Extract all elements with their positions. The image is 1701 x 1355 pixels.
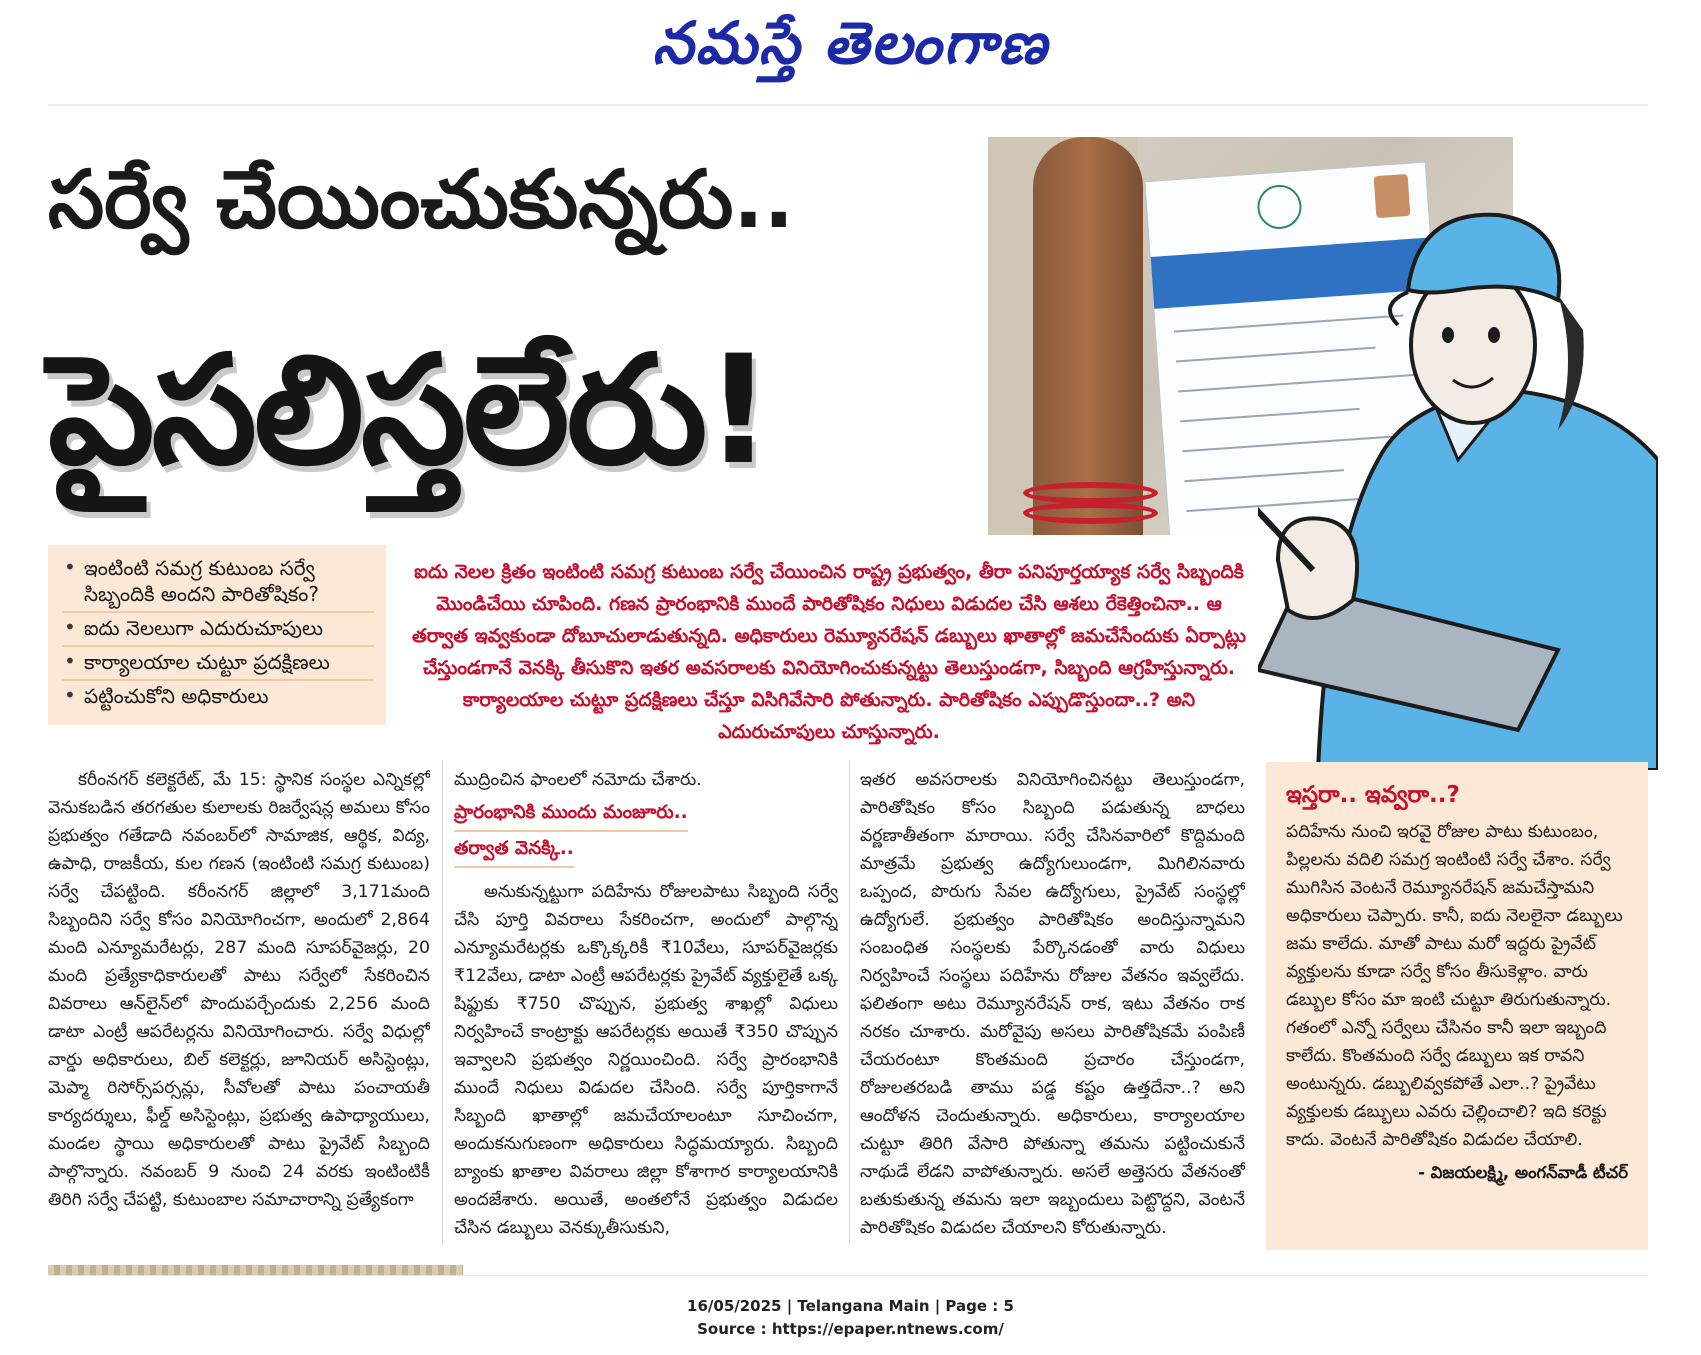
sidebar-signature: - విజయలక్ష్మి, అంగన్‌వాడీ టీచర్	[1418, 1163, 1628, 1182]
highlight-item: • ఐదు నెలలుగా ఎదురుచూపులు	[62, 613, 374, 647]
article-paragraph: కరీంనగర్ కలెక్టరేట్, మే 15: స్థానిక సంస్థల ఎన్నికల్లో వెనుకబడిన తరగతుల కులాలకు రిజర్వేషన్ల అమలు కోసం ప్రభుత్వం గతేడాది నవంబర్‌లో సామాజిక, ఆర్థిక, విద్య, ఉపాధి, రాజకీయ, కుల గణన (ఇంటింటి సమగ్ర కుటుంబ) సర్వే చేపట్టింది. కరీంనగర్ జిల్లాలో 3,171మంది సిబ్బందిని సర్వే కోసం వినియోగించగా, అందులో 2,864 మంది ఎన్యూమరేటర్లు, 287 మంది సూపర్‌వైజర్లు, 20 మంది ప్రత్యేకాధికారులతో పాటు సర్వేలో సేకరించిన వివరాలు ఆన్‌లైన్‌లో పొందుపర్చేందుకు 2,256 మంది డాటా ఎంట్రీ ఆపరేటర్లను వినియోగించారు. సర్వే విధుల్లో వార్డు అధికారులు, బిల్ కలెక్టర్లు, జూనియర్ అసిస్టెంట్లు, మెప్మా రిసోర్స్‌పర్సన్లు, సీవోలతో పాటు పంచాయతీ కార్యదర్శులు, ఫీల్డ్ అసిస్టెంట్లు, ప్రభుత్వ ఉపాధ్యాయులు, మండల స్థాయి అధికారులతో పాటు ప్రైవేట్ సిబ్బంది పాల్గొన్నారు. నవంబర్ 9 నుంచి 24 వరకు ఇంటింటికీ తిరిగి సర్వే చేపట్టి, కుటుంబాల సమాచారాన్ని ప్రత్యేకంగా	[48, 770, 430, 1210]
hand-holding-form	[1033, 137, 1143, 535]
article-paragraph: అనుకున్నట్టుగా పదిహేను రోజులపాటు సిబ్బంది సర్వే చేసి పూర్తి వివరాలు సేకరించగా, అందులో పాల్గొన్న ఎన్యూమరేటర్లకు ఒక్కొక్కరికీ ₹10వేలు, సూపర్‌వైజర్లకు ₹12వేలు, డాటా ఎంట్రీ ఆపరేటర్లకు ప్రైవేట్ వ్యక్తులైతే ఒక్క షిఫ్టుకు ₹750 చొప్పున, ప్రభుత్వ శాఖల్లో విధులు నిర్వహించే కాంట్రాక్టు ఆపరేటర్లకు అయితే ₹350 చొప్పున ఇవ్వాలని ప్రభుత్వం నిర్ణయించింది. సర్వే ప్రారంభానికి ముందే నిధులు విడుదల చేసింది. సర్వే పూర్తికాగానే సిబ్బంది ఖాతాల్లో జమచేయాలంటూ సూచించగా, అందుకనుగుణంగా అధికారులు సిద్ధమయ్యారు. సిబ్బంది బ్యాంకు ఖాతాల వివరాలు జిల్లా కోశాగార కార్యాలయానికి అందజేశారు. అయితే, అంతలోనే ప్రభుత్వం విడుదల చేసిన డబ్బులు వెనక్కుతీసుకుని,	[454, 882, 838, 1238]
article-column-2	[454, 766, 838, 1241]
surveyor-cartoon-illustration	[1258, 130, 1658, 770]
footer-date-page: 16/05/2025 | Telangana Main | Page : 5	[687, 1297, 1014, 1315]
subheading: తర్వాత వెనక్కి..	[454, 832, 574, 868]
intro-paragraph: ఐదు నెలల క్రితం ఇంటింటి సమగ్ర కుటుంబ సర్వే చేయించిన రాష్ట్ర ప్రభుత్వం, తీరా పనిపూర్తయ్యాక సర్వే సిబ్బందికి మొండిచేయి చూపింది. గణన ప్రారంభానికి ముందే పారితోషికం నిధులు విడుదల చేసి ఆశలు రేకెత్తించినా.. ఆ తర్వాత ఇవ్వకుండా దోబూచులాడుతున్నది. అధికారులు రెమ్యూనరేషన్ డబ్బులు ఖాతాల్లో జమచేసేందుకు ఏర్పాట్లు చేస్తుండగానే వెనక్కి తీసుకొని ఇతర అవసరాలకు వినియోగించుకున్నట్టు తెలుస్తుండగా, సిబ్బంది ఆగ్రహిస్తున్నారు. కార్యాలయాల చుట్టూ ప్రదక్షిణలు చేస్తూ విసిగివేసారి పోతున్నారు. పారితోషికం ఎప్పుడొస్తుందా..? అని ఎదురుచూపులు చూస్తున్నారు.	[411, 561, 1247, 743]
footer-source: Source : https://epaper.ntnews.com/	[697, 1320, 1004, 1338]
column-divider	[849, 760, 850, 1245]
bangle	[1023, 502, 1158, 524]
highlight-item: • కార్యాలయాల చుట్టూ ప్రదక్షిణలు	[62, 647, 374, 681]
next-article-image-strip	[48, 1265, 463, 1275]
article-paragraph: ఇతర అవసరాలకు వినియోగించినట్టు తెలుస్తుండగా, పారితోషికం కోసం సిబ్బంది పడుతున్న బాధలు వర్ణణాతీతంగా మారాయి. సర్వే చేసినవారిలో కొద్దిమంది మాత్రమే ప్రభుత్వ ఉద్యోగులుండగా, మిగిలినవారు ఒప్పంద, పొరుగు సేవల ఉద్యోగులు, ప్రైవేట్ సంస్థల్లో ఉద్యోగులే. ప్రభుత్వం పారితోషికం అందిస్తున్నామని సంబంధిత సంస్థలకు పేర్కొనడంతో వారు విధులు నిర్వహించే సంస్థలు పదిహేను రోజుల వేతనం ఇవ్వలేదు. ఫలితంగా అటు రెమ్యూనరేషన్ రాక, ఇటు వేతనం రాక నరకం చూశారు. మరోవైపు అసలు పారితోషికమే పంపిణీ చేయరంటూ కొంతమంది ప్రచారం చేస్తుండగా, రోజులతరబడి తాము పడ్డ కష్టం ఉత్తదేనా..? అని ఆందోళన చెందుతున్నారు. అధికారులు, కార్యాలయాల చుట్టూ తిరిగి వేసారి పోతున్నా తమను పట్టించుకునే నాథుడే లేడని వాపోతున్నారు. అసలే అత్తెసరు వేతనంతో బతుకుతున్న తమను ఇలా ఇబ్బందులు పెట్టొద్దని, వెంటనే పారితోషికం విడుదల చేయాలని కోరుతున్నారు.	[860, 770, 1245, 1238]
headline-line-1: సర్వే చేయించుకున్నరు..	[48, 153, 795, 246]
masthead-divider	[48, 104, 1648, 106]
bangle	[1023, 482, 1158, 504]
article-column-1	[48, 766, 430, 1241]
subheading: ప్రారంభానికి ముందు మంజూరు..	[454, 796, 688, 832]
quote-sidebar	[1266, 762, 1648, 1250]
highlight-item: • పట్టించుకోని అధికారులు	[62, 681, 374, 713]
page-bottom-rule	[48, 1275, 1648, 1276]
headline-line-2: పైసలిస్తలేరు!	[48, 324, 770, 498]
sidebar-body: పదిహేను నుంచి ఇరవై రోజుల పాటు కుటుంబం, పిల్లలను వదిలి సమగ్ర ఇంటింటి సర్వే చేశాం. సర్వే ముగిసిన వెంటనే రెమ్యూనరేషన్ జమచేస్తామని అధికారులు చెప్పారు. కానీ, ఐదు నెలలైనా డబ్బులు జమ కాలేదు. మాతో పాటు మరో ఇద్దరు ప్రైవేట్ వ్యక్తులను కూడా సర్వే కోసం తీసుకెళ్లాం. వారు డబ్బుల కోసం మా ఇంటి చుట్టూ తిరుగుతున్నారు. గతంలో ఎన్నో సర్వేలు చేసినం కానీ ఇలా ఇబ్బంది కాలేదు. కొంతమంది సర్వే డబ్బులు ఇక రావని అంటున్నరు. డబ్బులివ్వకపోతే ఎలా..? ప్రైవేటు వ్యక్తులకు డబ్బులు ఎవరు చెల్లించాలి? ఇది కరెక్టు కాదు. వెంటనే పారితోషికం విడుదల చేయాలి.	[1286, 822, 1623, 1150]
article-paragraph: ముద్రించిన ఫాంలలో నమోదు చేశారు.	[454, 770, 702, 790]
highlight-item: • ఇంటింటి సమగ్ర కుటుంబ సర్వే సిబ్బందికి అందని పారితోషికం?	[62, 553, 374, 613]
masthead-title: నమస్తే తెలంగాణ	[652, 9, 1049, 77]
highlights-box	[48, 545, 386, 725]
article-column-3	[860, 766, 1245, 1241]
sidebar-title: ఇస్తరా.. ఇవ్వరా..?	[1286, 782, 1460, 808]
column-divider	[442, 760, 443, 1245]
